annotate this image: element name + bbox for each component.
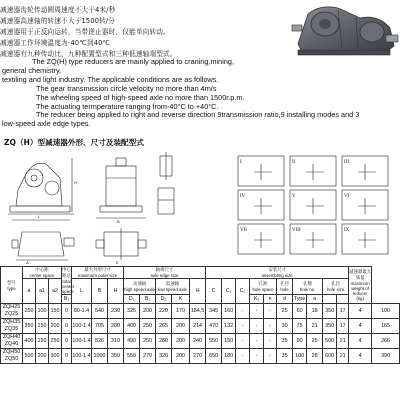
- table-cell: 325: [124, 304, 140, 319]
- model-cell: ZQH25 ZQ25: [1, 304, 23, 319]
- header-model: 型号 type: [1, 267, 23, 304]
- table-cell: 150: [49, 304, 62, 319]
- table-cell: 200: [172, 334, 190, 349]
- table-cell: 200: [172, 319, 190, 334]
- model-cell: ZQH35 ZQ35: [1, 319, 23, 334]
- table-cell: 100-1.4: [72, 334, 92, 349]
- table-cell: 320: [156, 349, 172, 364]
- intro-en-line: The reducer being applied to right and reverse direction 9transmission ratio,9 installing modes and 3: [36, 110, 360, 120]
- table-cell: -: [264, 304, 277, 319]
- intro-english: [2, 58, 398, 129]
- assembly-type-label: V: [292, 194, 296, 199]
- svg-text:A: A: [26, 260, 29, 265]
- table-cell: 540: [92, 304, 108, 319]
- header-total-center: 中心距总 total center space: [62, 268, 75, 294]
- table-cell: 550: [124, 349, 140, 364]
- model-cell: ZQH40 ZQ40: [1, 334, 23, 349]
- table-cell: 184.5: [190, 304, 206, 319]
- svg-text:H: H: [74, 180, 77, 185]
- header-max-size: 最大外形尺寸 maximum outer size: [72, 267, 124, 279]
- table-cell: 266: [372, 334, 400, 349]
- table-cell: 270: [190, 349, 206, 364]
- header-low-speed: 低速轴 low speed axle: [156, 279, 190, 295]
- table-body: [1, 304, 400, 364]
- side-view-drawing: [2, 148, 88, 264]
- table-cell: 1000: [92, 349, 108, 364]
- header-bolt2: 孔径 hole size: [323, 279, 349, 295]
- intro-cn-line: 减速器有九种传动比，九种配置型式和三种低速轴端型式。: [0, 50, 177, 58]
- table-cell: -: [250, 304, 264, 319]
- intro-en-line: The wheeling speed of high-speed axle no more than 1500r.p.m.: [36, 92, 245, 102]
- table-cell: 35: [277, 349, 293, 364]
- header-a3: a: [307, 295, 323, 304]
- intro-chinese: [0, 5, 300, 60]
- table-cell: 250: [49, 334, 62, 349]
- table-cell: 132: [222, 319, 236, 334]
- table-cell: 165: [372, 319, 400, 334]
- table-cell: 0: [62, 319, 72, 334]
- table-cell: 250: [140, 319, 156, 334]
- table-cell: 230: [108, 304, 124, 319]
- intro-en-line: The gear transmission circle velocity no more than 4m/s: [36, 83, 217, 93]
- table-cell: 25: [277, 304, 293, 319]
- table-cell: 826: [92, 334, 108, 349]
- table-cell: 705: [92, 319, 108, 334]
- table-cell: 390: [372, 349, 400, 364]
- table-cell: 200: [36, 349, 49, 364]
- table-cell: 18: [307, 304, 323, 319]
- table-cell: 4: [349, 349, 372, 364]
- table-cell: 300: [49, 349, 62, 364]
- table-cell: 21: [307, 319, 323, 334]
- table-cell: 265: [156, 319, 172, 334]
- table-cell: 600: [323, 349, 337, 364]
- table-cell: 214: [190, 319, 206, 334]
- header-a1: a1: [36, 279, 49, 304]
- model-cell: ZQH50 ZQ50: [1, 349, 23, 364]
- header-a2: a2: [49, 279, 62, 304]
- table-cell: 150: [36, 319, 49, 334]
- table-row: [1, 319, 400, 334]
- intro-cn-line: 减速器工作环境温度为-40℃到40℃: [0, 39, 111, 47]
- table-cell: 0: [62, 349, 72, 364]
- table-cell: -: [236, 304, 250, 319]
- intro-en-line: The ZQ(H) type reducers are mainly applied to craning,mining,: [32, 57, 234, 66]
- table-cell: 35: [277, 334, 293, 349]
- header-b2: B₂: [140, 295, 156, 304]
- section-title: ZQ（H）型减速器外形、尺寸及装配型式: [4, 138, 144, 147]
- header-blank: [323, 295, 337, 304]
- table-cell: 250: [23, 304, 36, 319]
- table-cell: -: [250, 349, 264, 364]
- table-cell: 4: [349, 304, 372, 319]
- table-cell: 100: [293, 349, 307, 364]
- table-cell: 280: [156, 334, 172, 349]
- table-cell: 310: [108, 334, 124, 349]
- table-cell: 4: [349, 319, 372, 334]
- header-install: 安装尺寸 assembling size: [206, 267, 349, 279]
- table-cell: 500: [23, 349, 36, 364]
- assembly-type-label: I: [240, 160, 242, 165]
- dimension-table: [0, 266, 400, 364]
- table-cell: 350: [323, 304, 337, 319]
- assembly-type-label: VIII: [292, 228, 301, 233]
- table-cell: 90: [293, 334, 307, 349]
- table-cell: 350: [23, 319, 36, 334]
- table-cell: 17: [337, 319, 349, 334]
- intro-cn-line: 减速器用于正反向运转，当带逆止器时，仅能单向转动。: [0, 28, 170, 36]
- table-cell: 500: [323, 334, 337, 349]
- table-cell: 30: [277, 319, 293, 334]
- intro-cn-line: 减速器高速轴的转速不大于1500转/分: [0, 17, 116, 25]
- table-cell: 60: [293, 304, 307, 319]
- header-holes: 孔数 hole no.: [293, 279, 323, 295]
- assembly-type-label: VII: [240, 228, 247, 233]
- table-cell: -: [236, 349, 250, 364]
- table-cell: 345: [206, 304, 222, 319]
- header-a: a: [23, 279, 36, 304]
- table-cell: 21: [337, 349, 349, 364]
- intro-cn-line: 减速器齿轮传动圆周速度不大于4米/秒: [0, 6, 116, 14]
- intro-en-line: low-speed axle edge types.: [2, 119, 91, 129]
- assembly-type-label: VI: [344, 194, 350, 199]
- table-cell: 650: [206, 349, 222, 364]
- header-h: H: [108, 279, 124, 304]
- table-cell: 100-1.4: [72, 349, 92, 364]
- header-c2: C₂: [236, 279, 250, 304]
- table-cell: 160: [222, 304, 236, 319]
- table-cell: 100-1.4: [72, 319, 92, 334]
- table-cell: 150: [36, 334, 49, 349]
- table-cell: 200: [172, 349, 190, 364]
- header-k: K: [172, 295, 190, 304]
- table-cell: 170: [172, 304, 190, 319]
- header-h2: H: [190, 279, 206, 304]
- table-cell: 240: [190, 334, 206, 349]
- table-cell: 180: [222, 349, 236, 364]
- table-cell: 200: [49, 319, 62, 334]
- svg-text:K: K: [116, 260, 119, 265]
- table-row: [1, 334, 400, 349]
- table-cell: 490: [124, 334, 140, 349]
- table-row: [1, 349, 400, 364]
- svg-text:B: B: [117, 219, 120, 224]
- table-cell: 25: [307, 334, 323, 349]
- header-weight: 减速器最大质量 maximum weight of reducer (kg): [349, 267, 372, 304]
- header-kn: n: [264, 295, 277, 304]
- table-cell: -: [264, 319, 277, 334]
- header-l: L: [72, 279, 92, 304]
- header-bolt: 孔径 hole: [277, 279, 293, 295]
- table-cell: 470: [206, 319, 222, 334]
- table-cell: -: [264, 349, 277, 364]
- svg-text:L: L: [38, 214, 41, 219]
- intro-en-line: general chemistry,: [2, 65, 62, 75]
- shaft-detail-drawing: [152, 148, 180, 228]
- table-cell: 0: [62, 334, 72, 349]
- table-cell: 220: [156, 304, 172, 319]
- intro-en-line: textiling and light industry. The applicable conditions are as follows.: [2, 74, 219, 84]
- header-type: Type: [293, 296, 306, 302]
- header-d: d: [277, 295, 293, 304]
- table-cell: 0: [62, 304, 72, 319]
- table-cell: 4: [349, 334, 372, 349]
- header-high-speed: 高速轴 high speed axle: [124, 279, 156, 295]
- table-cell: 350: [108, 349, 124, 364]
- reducer-photo: [290, 0, 400, 58]
- header-b1: B₁: [62, 295, 72, 304]
- table-cell: -: [250, 334, 264, 349]
- table-cell: 550: [206, 334, 222, 349]
- header-center: 中心距 center space: [23, 267, 62, 279]
- header-d2: D₂: [156, 295, 172, 304]
- table-cell: 400: [124, 319, 140, 334]
- table-cell: 270: [140, 349, 156, 364]
- table-cell: 150: [222, 334, 236, 349]
- header-c: C: [206, 279, 222, 304]
- assembly-type-label: IX: [344, 228, 350, 233]
- table-cell: 200: [140, 304, 156, 319]
- table-row: [1, 304, 400, 319]
- table-cell: -: [236, 319, 250, 334]
- table-cell: 80-1.4: [72, 304, 92, 319]
- header-d1: D₁: [124, 295, 140, 304]
- intro-en-line: The actuating termperature ranging from-40°C to +40°C.: [36, 101, 219, 111]
- front-view-drawing: [92, 148, 150, 264]
- table-cell: 75: [293, 319, 307, 334]
- table-cell: -: [236, 334, 250, 349]
- table-cell: 17: [337, 304, 349, 319]
- table-cell: 350: [323, 319, 337, 334]
- header-hole-space: 孔距 hole space: [250, 279, 277, 295]
- assembly-types-grid: [228, 150, 398, 260]
- table-cell: -: [250, 319, 264, 334]
- header-b: B: [92, 279, 108, 304]
- table-cell: 400: [23, 334, 36, 349]
- table-cell: -: [264, 334, 277, 349]
- assembly-type-label: IV: [240, 194, 246, 199]
- table-cell: 100: [36, 304, 49, 319]
- table-cell: 100: [372, 304, 400, 319]
- header-shaft: 轴端尺寸 axle edge size: [124, 267, 206, 279]
- table-cell: 250: [140, 334, 156, 349]
- table-cell: 280: [108, 319, 124, 334]
- header-c1: C₁: [222, 279, 236, 304]
- header-k1: K₁: [250, 295, 264, 304]
- table-cell: 21: [337, 334, 349, 349]
- assembly-type-label: III: [344, 160, 349, 165]
- assembly-type-label: II: [292, 160, 296, 165]
- table-cell: 28: [307, 349, 323, 364]
